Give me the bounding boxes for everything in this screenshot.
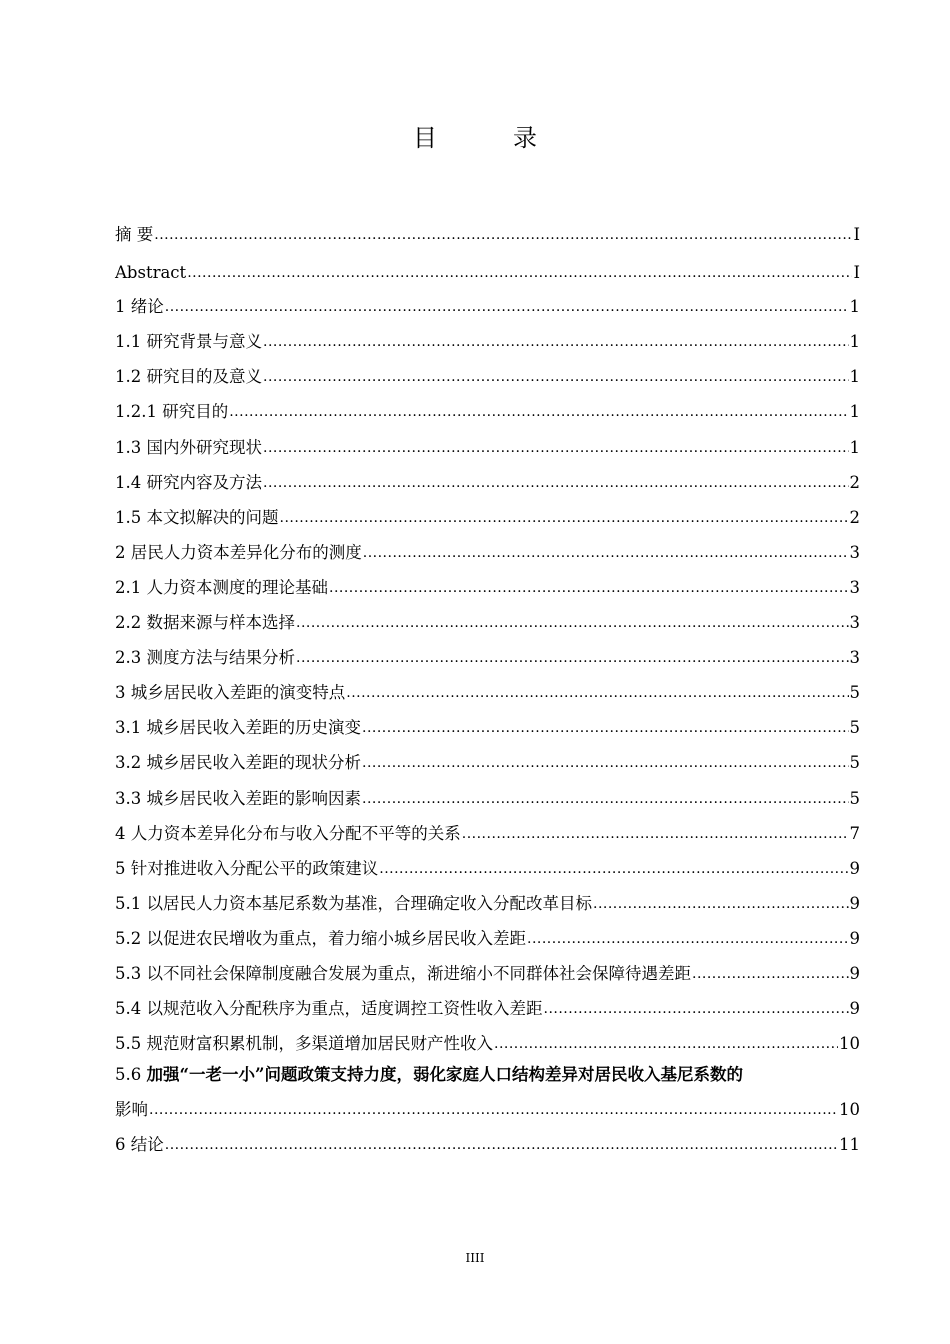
toc-entry-label: 5 针对推进收入分配公平的政策建议 — [115, 859, 379, 878]
toc-entry[interactable] — [115, 433, 860, 459]
toc-entry-page: 5 — [849, 718, 860, 737]
toc-entry[interactable] — [115, 327, 860, 353]
page-title: 目 录 — [413, 124, 563, 152]
toc-entry-wrapped-line2[interactable] — [115, 1095, 860, 1121]
toc-entry-label: 2 居民人力资本差异化分布的测度 — [115, 543, 362, 562]
toc-entry-page: 5 — [849, 789, 860, 808]
toc-entry-page: 3 — [849, 578, 860, 597]
toc-entry-page: 11 — [839, 1135, 860, 1154]
toc-entry-label: 5.3 以不同社会保障制度融合发展为重点，渐进缩小不同群体社会保障待遇差距 — [115, 964, 691, 983]
toc-entry-label: 5.2 以促进农民增收为重点，着力缩小城乡居民收入差距 — [115, 929, 526, 948]
toc-dot-leader — [692, 963, 849, 985]
toc-entry-page: 3 — [849, 543, 860, 562]
toc-entry-label: 3.1 城乡居民收入差距的历史演变 — [115, 718, 361, 737]
toc-entry[interactable] — [115, 819, 860, 845]
toc-dot-leader — [362, 752, 849, 774]
toc-dot-leader — [462, 823, 849, 845]
toc-entry[interactable] — [115, 258, 860, 284]
toc-dot-leader — [263, 437, 849, 459]
toc-entry-label: 6 结论 — [115, 1135, 164, 1154]
toc-entry-label: 1.2.1 研究目的 — [115, 402, 229, 421]
toc-entry-page: 1 — [849, 332, 860, 351]
toc-entry-label: 4 人力资本差异化分布与收入分配不平等的关系 — [115, 824, 461, 843]
toc-entry-label: 摘 要 — [115, 225, 154, 244]
toc-entry[interactable] — [115, 220, 860, 246]
toc-dot-leader — [379, 858, 848, 880]
toc-entry-label: 1.3 国内外研究现状 — [115, 438, 262, 457]
toc-entry-page: 1 — [849, 438, 860, 457]
toc-entry-page: I — [853, 263, 860, 282]
toc-entry-page: 7 — [849, 824, 860, 843]
toc-entry-label: 5.1 以居民人力资本基尼系数为基准，合理确定收入分配改革目标 — [115, 894, 592, 913]
toc-entry-page: 3 — [849, 648, 860, 667]
toc-entry-page: 5 — [849, 683, 860, 702]
toc-dot-leader — [296, 612, 849, 634]
toc-dot-leader — [593, 893, 849, 915]
toc-entry-page: 1 — [849, 402, 860, 421]
toc-entry-page: 9 — [849, 964, 860, 983]
toc-entry-label: 1.4 研究内容及方法 — [115, 473, 262, 492]
toc-entry-page: 2 — [849, 473, 860, 492]
toc-entry[interactable] — [115, 1130, 860, 1156]
toc-dot-leader — [296, 647, 849, 669]
toc-entry[interactable] — [115, 748, 860, 774]
toc-entry[interactable] — [115, 643, 860, 669]
toc-entry-page: 5 — [849, 753, 860, 772]
toc-entry-page: 9 — [849, 894, 860, 913]
toc-entry-label: 3.3 城乡居民收入差距的影响因素 — [115, 789, 361, 808]
toc-entry-label: 1.2 研究目的及意义 — [115, 367, 262, 386]
toc-dot-leader — [329, 577, 849, 599]
toc-dot-leader — [263, 472, 849, 494]
toc-entry-label: 1.1 研究背景与意义 — [115, 332, 262, 351]
toc-entry-page: 2 — [849, 508, 860, 527]
toc-entry-label: 1.5 本文拟解决的问题 — [115, 508, 279, 527]
toc-dot-leader — [263, 366, 849, 388]
toc-entry-label: 影响 — [115, 1100, 148, 1119]
toc-dot-leader — [154, 224, 852, 246]
toc-entry[interactable] — [115, 678, 860, 704]
toc-entry-label: 5.4 以规范收入分配秩序为重点，适度调控工资性收入差距 — [115, 999, 543, 1018]
toc-entry-label: 2.2 数据来源与样本选择 — [115, 613, 295, 632]
toc-dot-leader — [363, 542, 849, 564]
toc-dot-leader — [165, 296, 849, 318]
toc-entry[interactable] — [115, 994, 860, 1020]
toc-entry-number: 5.6 — [115, 1065, 147, 1084]
toc-entry[interactable] — [115, 784, 860, 810]
toc-dot-leader — [263, 331, 849, 353]
toc-entry[interactable] — [115, 538, 860, 564]
toc-entry[interactable] — [115, 959, 860, 985]
toc-dot-leader — [527, 928, 849, 950]
toc-entry[interactable] — [115, 854, 860, 880]
toc-entry-page: 1 — [849, 367, 860, 386]
toc-entry[interactable] — [115, 362, 860, 388]
toc-entry[interactable] — [115, 924, 860, 950]
toc-entry-label: 加强“一老一小”问题政策支持力度，弱化家庭人口结构差异对居民收入基尼系数的 — [146, 1065, 743, 1084]
toc-entry[interactable] — [115, 713, 860, 739]
toc-dot-leader — [280, 507, 849, 529]
toc-dot-leader — [362, 788, 849, 810]
toc-entry[interactable] — [115, 503, 860, 529]
toc-entry[interactable] — [115, 468, 860, 494]
toc-entry-page: 3 — [849, 613, 860, 632]
toc-dot-leader — [187, 262, 852, 284]
toc-dot-leader — [229, 401, 848, 423]
toc-entry-label: 3.2 城乡居民收入差距的现状分析 — [115, 753, 361, 772]
toc-entry-label: Abstract — [115, 263, 187, 282]
toc-entry[interactable] — [115, 573, 860, 599]
toc-entry[interactable] — [115, 292, 860, 318]
toc-entry-page: 10 — [839, 1034, 860, 1053]
toc-entry-page: 9 — [849, 999, 860, 1018]
toc-entry[interactable] — [115, 397, 860, 423]
toc-entry-label: 1 绪论 — [115, 297, 164, 316]
toc-entry-page: 10 — [839, 1100, 860, 1119]
toc-dot-leader — [165, 1134, 838, 1156]
toc-entry[interactable] — [115, 1029, 860, 1055]
toc-entry-wrapped-line1[interactable] — [115, 1064, 860, 1086]
toc-dot-leader — [494, 1033, 838, 1055]
toc-entry-page: 9 — [849, 929, 860, 948]
toc-entry-page: I — [853, 225, 860, 244]
toc-entry[interactable] — [115, 889, 860, 915]
toc-dot-leader — [362, 717, 849, 739]
toc-dot-leader — [149, 1099, 838, 1121]
toc-entry-page: 1 — [849, 297, 860, 316]
toc-entry-page: 9 — [849, 859, 860, 878]
toc-dot-leader — [544, 998, 849, 1020]
toc-entry-label: 2.1 人力资本测度的理论基础 — [115, 578, 328, 597]
toc-entry-label: 2.3 测度方法与结果分析 — [115, 648, 295, 667]
page-number-footer: IIII — [465, 1251, 485, 1265]
toc-entry-label: 3 城乡居民收入差距的演变特点 — [115, 683, 346, 702]
toc-dot-leader — [346, 682, 848, 704]
toc-entry-label: 5.5 规范财富积累机制，多渠道增加居民财产性收入 — [115, 1034, 493, 1053]
toc-entry[interactable] — [115, 608, 860, 634]
